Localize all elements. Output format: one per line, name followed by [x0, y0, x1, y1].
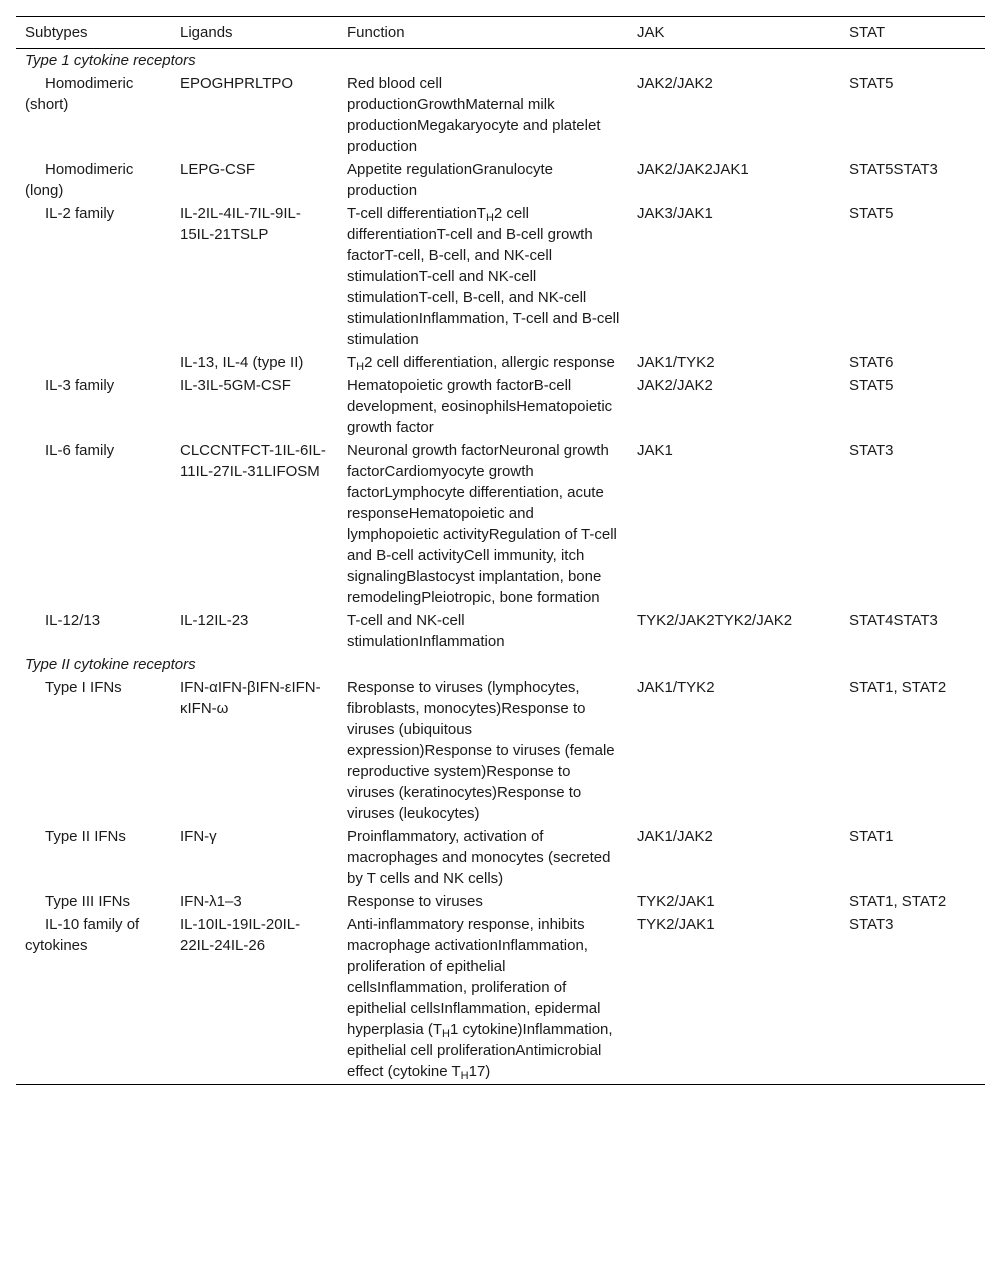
- function-cell: Response to viruses: [347, 893, 483, 910]
- ligands-cell: IL-12IL-23: [180, 612, 249, 629]
- ligands-cell: IL-13, IL-4 (type II): [180, 354, 304, 371]
- ligands-cell: IL-3IL-5GM-CSF: [180, 377, 291, 394]
- stat-cell: STAT1: [849, 828, 894, 845]
- jak-cell: JAK1/TYK2: [637, 679, 715, 696]
- subtype-cell: Type III IFNs: [45, 893, 131, 910]
- subscript-text: H: [356, 361, 365, 373]
- function-text: 17): [468, 1063, 491, 1080]
- ligands-cell: EPOGHPRLTPO: [180, 75, 294, 92]
- ligands-cell: IL-2IL-4IL-7IL-9IL-15IL-21TSLP: [180, 205, 301, 243]
- subtype-cell: IL-12/13: [45, 612, 101, 629]
- table-row: [16, 158, 985, 202]
- ligands-cell: IFN-αIFN-βIFN-εIFN-κIFN-ω: [180, 679, 321, 717]
- ligands-cell: LEPG-CSF: [180, 161, 256, 178]
- jak-cell: JAK2/JAK2: [637, 75, 713, 92]
- function-cell: [338, 913, 628, 1085]
- function-cell: Red blood cell productionGrowthMaternal milk productionMegakaryocyte and platelet production: [347, 75, 601, 155]
- table-row: [16, 890, 985, 913]
- jak-cell: JAK2/JAK2JAK1: [637, 161, 749, 178]
- subtype-cell: Homodimeric (long): [25, 161, 134, 199]
- subtype-cell: Homodimeric (short): [25, 75, 134, 113]
- function-text: 2 cell differentiation, allergic response: [364, 354, 615, 371]
- stat-cell: STAT5STAT3: [849, 161, 938, 178]
- subtype-cell: IL-10 family of cytokines: [25, 916, 140, 954]
- subscript-text: H: [442, 1028, 450, 1040]
- section-title: Type 1 cytokine receptors: [25, 52, 196, 69]
- jak-cell: JAK1/TYK2: [637, 354, 715, 371]
- stat-cell: STAT5: [849, 377, 894, 394]
- function-cell: Proinflammatory, activation of macrophages and monocytes (secreted by T cells and NK cells): [347, 828, 611, 887]
- stat-cell: STAT6: [849, 354, 894, 371]
- function-cell: Neuronal growth factorNeuronal growth factorCardiomyocyte growth factorLymphocyte differentiation, acute responseHematopoietic and lymphopoietic activityRegulation of T-cell and B-cell activityCell immunity, itch signalingBlastocyst implantation, bone remodelingPleiotropic, bone formation: [347, 442, 617, 606]
- subtype-cell: Type I IFNs: [45, 679, 122, 696]
- table-row: [16, 439, 985, 609]
- function-cell: [338, 202, 628, 351]
- table-row: [16, 72, 985, 158]
- function-cell: [338, 351, 628, 374]
- jak-cell: JAK1/JAK2: [637, 828, 713, 845]
- function-text: Anti-inflammatory response, inhibits macrophage activationInflammation, proliferation of epithelial cellsInflammation, proliferation of epithelial cellsInflammation, epidermal hyperplasia (T: [347, 916, 601, 1038]
- function-cell: T-cell and NK-cell stimulationInflammation: [347, 612, 505, 650]
- table-row: [16, 351, 985, 374]
- header-ligands: Ligands: [180, 24, 233, 41]
- table-row: [16, 609, 985, 653]
- header-function: Function: [347, 24, 405, 41]
- ligands-cell: CLCCNTFCT-1IL-6IL-11IL-27IL-31LIFOSM: [180, 442, 326, 480]
- subtype-cell: IL-3 family: [45, 377, 115, 394]
- function-cell: Response to viruses (lymphocytes, fibroblasts, monocytes)Response to viruses (ubiquitous expression)Response to viruses (female reproductive system)Response to viruses (keratinocytes)Response to viruses (leukocytes): [347, 679, 615, 822]
- ligands-cell: IFN-λ1–3: [180, 893, 242, 910]
- table-row: [16, 913, 985, 1085]
- ligands-cell: IFN-γ: [180, 828, 217, 845]
- table-header-row: [16, 17, 985, 49]
- subtype-cell: IL-6 family: [45, 442, 115, 459]
- subscript-text: H: [485, 212, 494, 224]
- subscript-text: H: [460, 1070, 469, 1082]
- table-row: [16, 676, 985, 825]
- header-subtypes: Subtypes: [25, 24, 88, 41]
- header-stat: STAT: [849, 24, 886, 41]
- stat-cell: STAT4STAT3: [849, 612, 938, 629]
- section-row: [16, 49, 985, 73]
- stat-cell: STAT1, STAT2: [849, 893, 947, 910]
- stat-cell: STAT5: [849, 205, 894, 222]
- table-row: [16, 374, 985, 439]
- function-text: T: [347, 354, 357, 371]
- table-row: [16, 202, 985, 351]
- jak-cell: TYK2/JAK1: [637, 893, 715, 910]
- function-cell: Appetite regulationGranulocyte production: [347, 161, 553, 199]
- subtype-cell: [16, 351, 171, 374]
- jak-cell: TYK2/JAK2TYK2/JAK2: [637, 612, 793, 629]
- table-row: [16, 825, 985, 890]
- subtype-cell: IL-2 family: [45, 205, 115, 222]
- section-row: [16, 653, 985, 676]
- jak-cell: JAK3/JAK1: [637, 205, 713, 222]
- function-cell: Hematopoietic growth factorB-cell development, eosinophilsHematopoietic growth factor: [347, 377, 613, 436]
- jak-cell: JAK2/JAK2: [637, 377, 713, 394]
- jak-cell: TYK2/JAK1: [637, 916, 715, 933]
- ligands-cell: IL-10IL-19IL-20IL-22IL-24IL-26: [180, 916, 301, 954]
- stat-cell: STAT3: [849, 916, 894, 933]
- stat-cell: STAT3: [849, 442, 894, 459]
- stat-cell: STAT1, STAT2: [849, 679, 947, 696]
- function-text: T-cell differentiationT: [347, 205, 486, 222]
- cytokine-receptor-table: [16, 16, 985, 1085]
- function-text: 2 cell differentiationT-cell and B-cell growth factorT-cell, B-cell, and NK-cell stimulationT-cell and NK-cell stimulationT-cell, B-cell, and NK-cell stimulationInflammation, T-cell and B-cell stimulation: [347, 205, 620, 348]
- section-title: Type II cytokine receptors: [25, 656, 196, 673]
- function-text: 1 cytokine)Inflammation, epithelial cell proliferationAntimicrobial effect (cytokine T: [347, 1021, 613, 1080]
- subtype-cell: Type II IFNs: [45, 828, 126, 845]
- header-jak: JAK: [637, 24, 665, 41]
- jak-cell: JAK1: [637, 442, 673, 459]
- stat-cell: STAT5: [849, 75, 894, 92]
